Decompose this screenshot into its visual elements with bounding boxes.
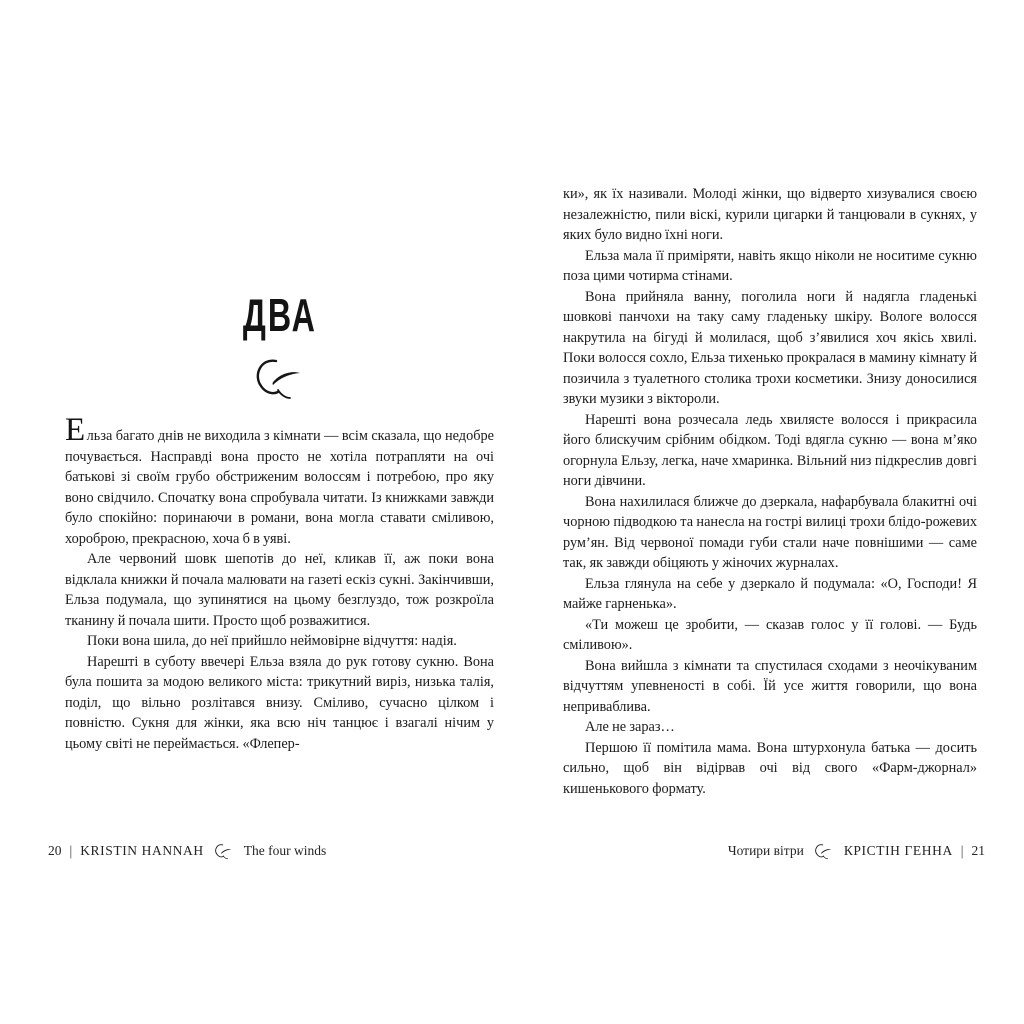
chapter-ornament bbox=[65, 356, 494, 409]
right-page-footer bbox=[728, 842, 985, 860]
paragraph: Але не зараз… bbox=[585, 719, 675, 735]
left-page-number: 20 bbox=[48, 843, 62, 858]
raised-initial-cap: Е bbox=[65, 412, 86, 448]
paragraph: Першою її помітила мама. Вона штурхонула батька — досить сильно, щоб він відірвав очі від свого «Фарм-джорнал» кишенькового формату. bbox=[563, 739, 977, 797]
book-title-translated: Чотири вітри bbox=[727, 843, 804, 858]
footer-separator: | bbox=[960, 842, 964, 859]
footer-separator: | bbox=[69, 842, 73, 859]
author-name-translated: КРІСТІН ГЕННА bbox=[843, 843, 953, 858]
left-page-footer bbox=[48, 842, 326, 860]
book-title-original: The four winds bbox=[243, 843, 327, 858]
chapter-heading bbox=[65, 289, 494, 341]
paragraph: ки», як їх називали. Молоді жінки, що відверто хизувалися своєю незалежністю, пили віскі, курили цигарки й танцювали в сукнях, у яких було видно їхні ноги. bbox=[563, 186, 977, 243]
paragraph: Ельза багато днів не виходила з кімнати — всім сказала, що недобре почувається. Насправді вона просто не хотіла потрапляти на очі батькові зі своїм грубо обстриженим волоссям і потребою, про яку воно свідчило. Спочатку вона спробувала читати. Із книжками завжди було спокійно: поринаючи в романи, вона могла ставати сміливою, хороброю, прекрасною, хоча б в уяві. bbox=[65, 412, 494, 547]
paragraph: Ельза мала її приміряти, навіть якщо ніколи не носитиме сукню поза цими чотирма стінами. bbox=[563, 247, 977, 284]
bird-ornament-icon bbox=[813, 843, 835, 861]
paragraph: «Ти можеш це зробити, — сказав голос у її голові. — Будь сміливою». bbox=[563, 616, 977, 653]
paragraph: Вона нахилилася ближче до дзеркала, нафарбувала блакитні очі чорною підводкою та нанесла на гострі вилиці трохи блідо-рожевих рум’ян. Від червоної помади губи стали наче повнішими — саме так, як завжди обіцяють у жіночих журналах. bbox=[563, 493, 977, 571]
paragraph: Вона прийняла ванну, поголила ноги й надягла гладенькі шовкові панчохи на таку саму гладеньку шкіру. Вологе волосся накрутила на бігуді й молилася, щоб з’явилися хоч якісь хвилі. Поки волосся сохло, Ельза тихенько прокралася в мамину кімнату й позичила з туалетного столика трохи косметики. Знизу доносилися звуки музики з вікторoли. bbox=[563, 288, 977, 407]
paragraph: Нарешті в суботу ввечері Ельза взяла до рук готову сукню. Вона була пошита за модою великого міста: трикутний виріз, низька талія, поділ, що вільно розлітався внизу. Сміливо, сучасно цілком і повністю. Сукня для жінки, яка всю ніч танцює і взагалі нічим у цьому світі не переймається. «Флепер- bbox=[65, 653, 494, 752]
left-page-text-column bbox=[65, 412, 494, 754]
paragraph: Але червоний шовк шепотів до неї, кликав її, аж поки вона відклала книжки й почала малювати на газеті ескіз сукні. Закінчивши, Ельза подумала, що зупинятися на цьому безглуздо, тож розкроїла тканину й почала шити. Просто щоб розважитися. bbox=[65, 551, 494, 629]
paragraph: Нарешті вона розчесала ледь хвилясте волосся і прикрасила його блискучим срібним обідком. Тоді вдягла сукню — вона м’яко огорнула Ельзу, легка, наче хмаринка. Вільний низ підкреслив довгі ноги дівчини. bbox=[563, 411, 977, 489]
chapter-title: ДВА bbox=[242, 289, 317, 341]
bird-ornament-icon bbox=[251, 356, 309, 404]
bird-ornament-icon bbox=[213, 843, 235, 861]
paragraph: Ельза глянула на себе у дзеркало й подумала: «О, Господи! Я майже гарненька». bbox=[563, 575, 977, 612]
paragraph: Поки вона шила, до неї прийшло неймовірне відчуття: надія. bbox=[87, 633, 457, 649]
author-name: KRISTIN HANNAH bbox=[80, 843, 204, 858]
right-page-number: 21 bbox=[971, 843, 985, 858]
right-page-text-column bbox=[563, 184, 977, 799]
paragraph: Вона вийшла з кімнати та спустилася сходами з неочікуваним відчуттям упевненості в собі. Їй усе життя говорили, що вона неприваблива. bbox=[563, 657, 977, 715]
